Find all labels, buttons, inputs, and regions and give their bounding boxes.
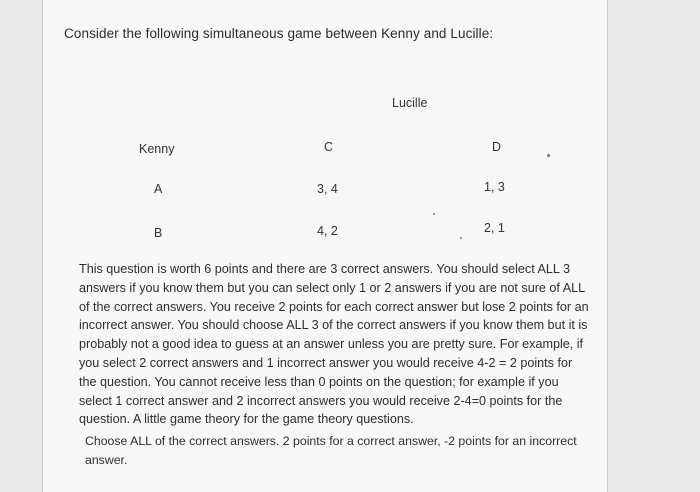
- row-player-label: Kenny: [139, 142, 175, 156]
- payoff-a-d: 1, 3: [484, 180, 505, 194]
- instructions-paragraph: This question is worth 6 points and there are 3 correct answers. You should select ALL 3 answers if you know them but you can select only 1 or 2 answers if you are not sure of ALL of the correct answers. You receive 2 points for each correct answer but lose 2 points for an incorrect answer. You should choose ALL 3 of the correct answers if you know them but it is probably not a good idea to guess at an answer unless you are pretty sure. For example, if you select 2 correct answers and 1 incorrect answer you would receive 4-2 = 2 points for the question. You cannot receive less than 0 points on the question; for example if you select 1 correct answer and 2 incorrect answers you would receive 2-4=0 points for the question. A little game theory for the game theory questions.: [79, 262, 589, 427]
- column-player-label: Lucille: [392, 96, 428, 110]
- payoff-b-d: 2, 1: [484, 221, 505, 235]
- scan-speck: [547, 154, 550, 157]
- row-strategy-b: B: [154, 226, 163, 240]
- column-strategy-c: C: [324, 140, 334, 154]
- row-strategy-a: A: [154, 182, 163, 196]
- payoff-a-c: 3, 4: [317, 182, 338, 196]
- scan-speck: [433, 213, 435, 215]
- choose-prompt: Choose ALL of the correct answers. 2 points for a correct answer, -2 points for an incorrect answer.: [85, 434, 577, 467]
- column-strategy-d: D: [492, 140, 502, 154]
- question-page: [42, 0, 608, 492]
- question-title: Consider the following simultaneous game between Kenny and Lucille:: [64, 26, 494, 41]
- scan-speck: [460, 237, 462, 239]
- payoff-b-c: 4, 2: [317, 224, 338, 238]
